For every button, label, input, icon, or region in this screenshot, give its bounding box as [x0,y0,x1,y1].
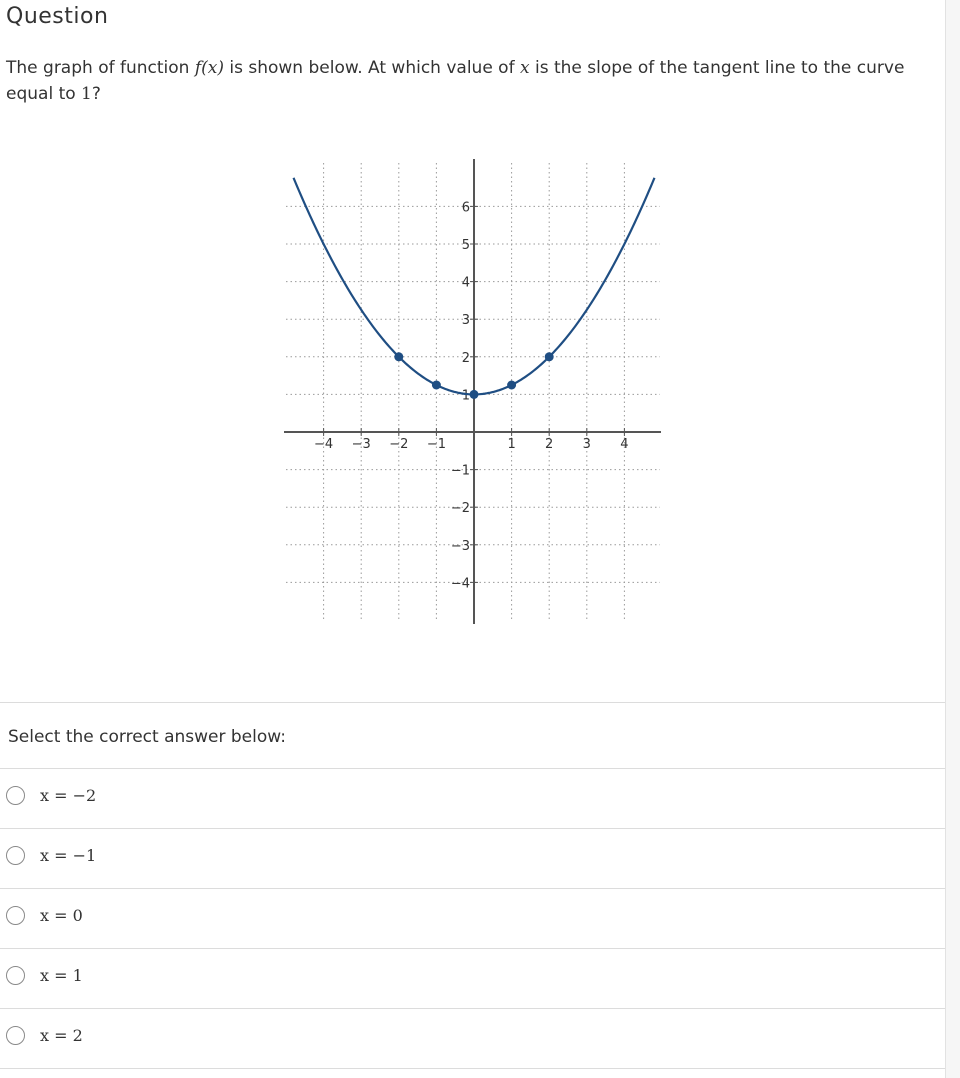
function-graph [280,155,665,631]
y-tick-label: 2 [461,350,470,366]
answer-option-3[interactable] [0,888,945,948]
question-text-part: is the slope of the tangent line to the curve equal to [6,58,905,104]
y-tick-label: −3 [450,538,470,554]
y-tick-label: −4 [450,576,470,592]
question-text-part: The graph of function [6,58,195,78]
y-tick-label: −2 [450,501,470,517]
variable-name: x [519,58,530,78]
answer-option-2[interactable] [0,828,945,888]
page-title: Question [6,4,109,29]
answer-option-label: x = −2 [40,786,97,805]
curve-point [470,390,479,399]
x-tick-label: 3 [582,437,591,452]
x-tick-label: −2 [389,437,409,452]
y-tick-label: −1 [450,463,470,479]
answer-prompt: Select the correct answer below: [8,727,286,747]
radio-button[interactable] [6,966,25,985]
y-tick-label: 6 [461,200,470,216]
curve-point [507,381,516,390]
answer-option-5[interactable] [0,1008,945,1068]
y-tick-label: 1 [461,388,470,404]
y-tick-label: 5 [461,238,470,253]
curve-point [545,352,554,361]
x-tick-label: −3 [351,437,371,452]
x-tick-label: 1 [507,437,516,452]
function-name: f(x) [194,58,224,78]
answer-option-label: x = 1 [40,966,83,985]
curve-point [394,352,403,361]
x-tick-label: 2 [545,437,554,452]
slope-value: 1 [81,84,92,104]
graph-svg [280,155,665,627]
answer-option-label: x = 0 [40,906,83,925]
divider [0,702,945,703]
radio-button[interactable] [6,906,25,925]
x-tick-label: −1 [426,437,446,452]
radio-button[interactable] [6,846,25,865]
y-tick-label: 4 [461,275,470,291]
question-text-part: is shown below. At which value of [223,58,520,78]
answer-option-1[interactable] [0,768,945,828]
answer-option-label: x = 2 [40,1026,83,1045]
x-tick-label: 4 [620,437,629,452]
x-tick-label: −4 [314,437,334,452]
radio-button[interactable] [6,1026,25,1045]
curve-point [432,381,441,390]
divider [0,1068,945,1069]
scrollbar-track[interactable] [945,0,960,1078]
y-tick-label: 3 [461,313,470,329]
question-text-part: ? [91,84,101,104]
answer-option-4[interactable] [0,948,945,1008]
answer-option-label: x = −1 [40,846,97,865]
question-text [6,55,906,107]
radio-button[interactable] [6,786,25,805]
